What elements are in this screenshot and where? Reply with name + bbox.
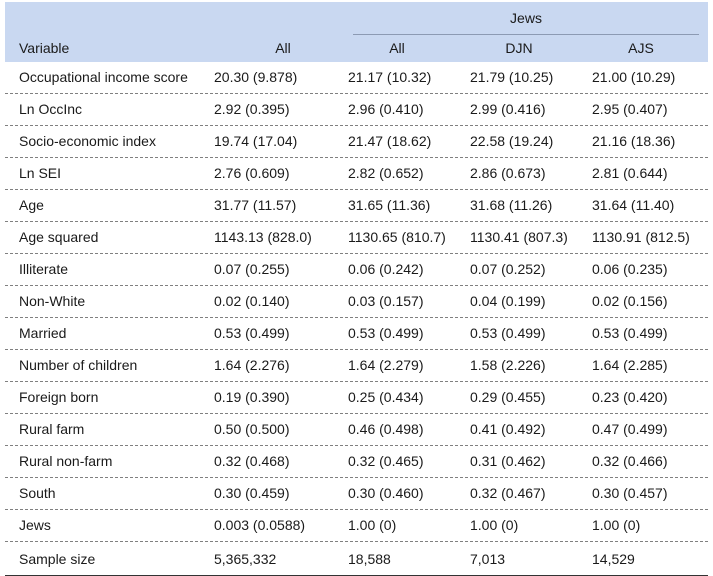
- cell-ajs: 0.06 (0.235): [592, 261, 668, 277]
- cell-all: 0.19 (0.390): [214, 389, 290, 405]
- cell-djn: 0.29 (0.455): [470, 389, 546, 405]
- cell-all: 0.32 (0.468): [214, 453, 290, 469]
- cell-djn: 1.00 (0): [470, 517, 519, 533]
- cell-ajs: 21.00 (10.29): [592, 69, 676, 85]
- cell-jews-all: 0.06 (0.242): [348, 261, 424, 277]
- col-header-all: All: [275, 40, 291, 56]
- cell-all: 1.64 (2.276): [214, 357, 290, 373]
- cell-variable: South: [19, 485, 56, 501]
- cell-ajs: 1130.91 (812.5): [592, 229, 690, 245]
- cell-all: 0.53 (0.499): [214, 325, 290, 341]
- cell-djn: 2.99 (0.416): [470, 101, 546, 117]
- cell-variable: Age: [19, 197, 44, 213]
- cell-ajs: 0.23 (0.420): [592, 389, 668, 405]
- cell-djn: 1130.41 (807.3): [470, 229, 568, 245]
- cell-jews-all: 0.53 (0.499): [348, 325, 424, 341]
- table-row: [5, 222, 708, 254]
- cell-djn: 0.04 (0.199): [470, 293, 546, 309]
- table-row: [5, 62, 708, 94]
- col-header-ajs: AJS: [628, 40, 654, 56]
- cell-variable: Number of children: [19, 357, 138, 373]
- cell-jews-all: 21.47 (18.62): [348, 133, 432, 149]
- cell-jews-all: 0.46 (0.498): [348, 421, 424, 437]
- col-header-jews-all: All: [389, 40, 405, 56]
- cell-variable: Age squared: [19, 229, 99, 245]
- table-row: [5, 446, 708, 478]
- cell-jews-all: 1.64 (2.279): [348, 357, 424, 373]
- table-row: [5, 158, 708, 190]
- cell-djn: 0.31 (0.462): [470, 453, 546, 469]
- cell-variable: Socio-economic index: [19, 133, 156, 149]
- cell-ajs: 2.95 (0.407): [592, 101, 668, 117]
- cell-variable: Illiterate: [19, 261, 69, 277]
- cell-ajs: 21.16 (18.36): [592, 133, 676, 149]
- table-row: [5, 542, 708, 576]
- cell-djn: 22.58 (19.24): [470, 133, 554, 149]
- cell-ajs: 1.64 (2.285): [592, 357, 668, 373]
- cell-jews-all: 0.30 (0.460): [348, 485, 424, 501]
- cell-ajs: 0.53 (0.499): [592, 325, 668, 341]
- cell-djn: 21.79 (10.25): [470, 69, 554, 85]
- cell-djn: 0.53 (0.499): [470, 325, 546, 341]
- cell-all: 0.30 (0.459): [214, 485, 290, 501]
- cell-ajs: 0.30 (0.457): [592, 485, 668, 501]
- cell-variable: Rural farm: [19, 421, 85, 437]
- cell-variable: Sample size: [19, 551, 96, 567]
- cell-all: 2.76 (0.609): [214, 165, 290, 181]
- cell-djn: 31.68 (11.26): [470, 197, 553, 213]
- cell-jews-all: 2.82 (0.652): [348, 165, 424, 181]
- table-row: [5, 350, 708, 382]
- cell-all: 0.003 (0.0588): [214, 517, 306, 533]
- cell-jews-all: 1.00 (0): [348, 517, 397, 533]
- cell-all: 1143.13 (828.0): [214, 229, 312, 245]
- cell-ajs: 0.32 (0.466): [592, 453, 668, 469]
- cell-jews-all: 0.25 (0.434): [348, 389, 424, 405]
- col-header-variable: Variable: [19, 40, 70, 56]
- table-row: [5, 286, 708, 318]
- cell-variable: Married: [19, 325, 67, 341]
- cell-all: 0.07 (0.255): [214, 261, 290, 277]
- cell-jews-all: 0.32 (0.465): [348, 453, 424, 469]
- cell-all: 0.50 (0.500): [214, 421, 290, 437]
- cell-variable: Foreign born: [19, 389, 99, 405]
- cell-djn: 0.41 (0.492): [470, 421, 546, 437]
- cell-ajs: 0.02 (0.156): [592, 293, 668, 309]
- table-body: [5, 62, 708, 576]
- cell-variable: Jews: [19, 517, 51, 533]
- cell-djn: 7,013: [470, 551, 506, 567]
- cell-variable: Ln SEI: [19, 165, 62, 181]
- cell-all: 20.30 (9.878): [214, 69, 298, 85]
- cell-variable: Non-White: [19, 293, 86, 309]
- cell-variable: Ln OccInc: [19, 101, 83, 117]
- jews-group-header: Jews: [510, 10, 542, 26]
- cell-jews-all: 18,588: [348, 551, 391, 567]
- cell-ajs: 14,529: [592, 551, 635, 567]
- cell-jews-all: 2.96 (0.410): [348, 101, 424, 117]
- cell-djn: 0.32 (0.467): [470, 485, 546, 501]
- table-row: [5, 254, 708, 286]
- cell-djn: 2.86 (0.673): [470, 165, 546, 181]
- table-row: [5, 382, 708, 414]
- cell-jews-all: 31.65 (11.36): [348, 197, 431, 213]
- cell-ajs: 0.47 (0.499): [592, 421, 668, 437]
- cell-ajs: 2.81 (0.644): [592, 165, 668, 181]
- cell-jews-all: 21.17 (10.32): [348, 69, 432, 85]
- table-row: [5, 510, 708, 542]
- cell-djn: 0.07 (0.252): [470, 261, 546, 277]
- table-row: [5, 94, 708, 126]
- cell-ajs: 1.00 (0): [592, 517, 641, 533]
- table-header: [5, 2, 708, 62]
- cell-all: 31.77 (11.57): [214, 197, 297, 213]
- cell-variable: Rural non-farm: [19, 453, 113, 469]
- cell-all: 5,365,332: [214, 551, 277, 567]
- table-row: [5, 318, 708, 350]
- table-row: [5, 414, 708, 446]
- cell-ajs: 31.64 (11.40): [592, 197, 675, 213]
- cell-all: 19.74 (17.04): [214, 133, 298, 149]
- cell-jews-all: 1130.65 (810.7): [348, 229, 446, 245]
- cell-jews-all: 0.03 (0.157): [348, 293, 424, 309]
- jews-group-rule: [353, 34, 699, 35]
- cell-djn: 1.58 (2.226): [470, 357, 546, 373]
- table-row: [5, 126, 708, 158]
- table-row: [5, 478, 708, 510]
- cell-all: 2.92 (0.395): [214, 101, 290, 117]
- cell-variable: Occupational income score: [19, 69, 188, 85]
- col-header-djn: DJN: [505, 40, 533, 56]
- table-row: [5, 190, 708, 222]
- cell-all: 0.02 (0.140): [214, 293, 290, 309]
